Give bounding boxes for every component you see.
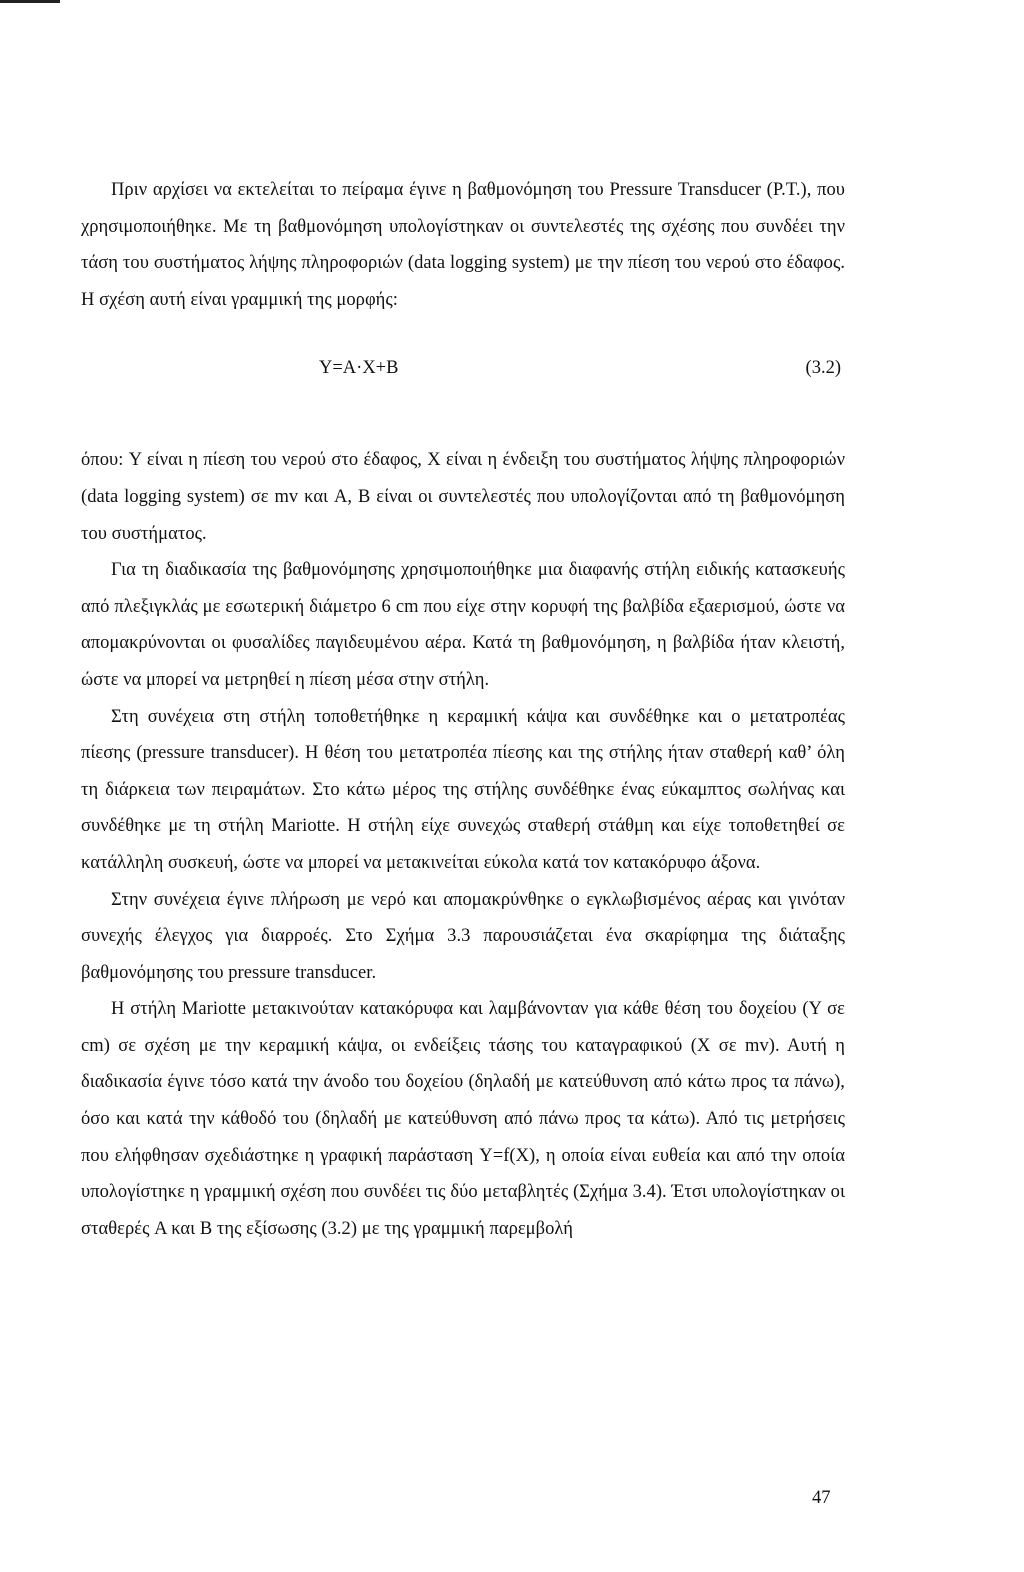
page-body bbox=[81, 172, 845, 1247]
equation-number: (3.2) bbox=[805, 358, 841, 379]
paragraph-calibration-intro: Πριν αρχίσει να εκτελείται το πείραμα έγινε η βαθμονόμηση του Pressure Transducer (P.T.), που χρησιμοποιήθηκε. Με τη βαθμονόμηση υπολογίστηκαν οι συντελεστές της σχέσης που συνδέει την τάση του συστήματος λήψης πληροφοριών (data logging system) με την πίεση του νερού στο έδαφος. Η σχέση αυτή είναι γραμμική της μορφής: bbox=[81, 180, 845, 310]
equation-block bbox=[81, 344, 845, 408]
paragraph-variable-definitions: όπου: Y είναι η πίεση του νερού στο έδαφος, X είναι η ένδειξη του συστήματος λήψης πληροφοριών (data logging system) σε mv και A, B είναι οι συντελεστές που υπολογίζονται από τη βαθμονόμηση του συστήματος. bbox=[81, 450, 845, 544]
scan-edge-mark bbox=[0, 0, 60, 3]
paragraph-transducer-setup: Στη συνέχεια στη στήλη τοποθετήθηκε η κεραμική κάψα και συνδέθηκε και ο μετατροπέας πίεσης (pressure transducer). Η θέση του μετατροπέα πίεσης και της στήλης ήταν σταθερή καθ’ όλη τη διάρκεια των πειραμάτων. Στο κάτω μέρος της στήλης συνδέθηκε ένας εύκαμπτος σωλήνας και συνδέθηκε με τη στήλη Mariotte. Η στήλη είχε συνεχώς σταθερή στάθμη και είχε τοποθετηθεί σε κατάλληλη συσκευή, ώστε να μπορεί να μετακινείται εύκολα κατά τον κατακόρυφο άξονα. bbox=[81, 706, 845, 873]
paragraph-measurements: Η στήλη Mariotte μετακινούταν κατακόρυφα και λαμβάνονταν για κάθε θέση του δοχείου (Y σε cm) σε σχέση με την κεραμική κάψα, οι ενδείξεις τάσης του καταγραφικού (X σε mv). Αυτή η διαδικασία έγινε τόσο κατά την άνοδο του δοχείου (δηλαδή με κατεύθυνση από κάτω προς τα πάνω), όσο και κατά την κάθοδό του (δηλαδή με κατεύθυνση από πάνω προς τα κάτω). Από τις μετρήσεις που ελήφθησαν σχεδιάστηκε η γραφική παράσταση Y=f(X), η οποία είναι ευθεία και από την οποία υπολογίστηκε η γραμμική σχέση που συνδέει τις δύο μεταβλητές (Σχήμα 3.4). Έτσι υπολογίστηκαν οι σταθερές A και B της εξίσωσης (3.2) με της γραμμική παρεμβολή bbox=[81, 999, 845, 1239]
equation-formula: Y=A·X+B bbox=[319, 358, 399, 379]
paragraph-calibration-column: Για τη διαδικασία της βαθμονόμησης χρησιμοποιήθηκε μια διαφανής στήλη ειδικής κατασκευής από πλεξιγκλάς με εσωτερική διάμετρο 6 cm που είχε στην κορυφή της βαλβίδα εξαερισμού, ώστε να απομακρύνονται οι φυσαλίδες παγιδευμένου αέρα. Κατά τη βαθμονόμηση, η βαλβίδα ήταν κλειστή, ώστε να μπορεί να μετρηθεί η πίεση μέσα στην στήλη. bbox=[81, 560, 845, 690]
page-number: 47 bbox=[812, 1488, 831, 1508]
paragraph-filling: Στην συνέχεια έγινε πλήρωση με νερό και απομακρύνθηκε ο εγκλωβισμένος αέρας και γινόταν συνεχής έλεγχος για διαρροές. Στο Σχήμα 3.3 παρουσιάζεται ένα σκαρίφημα της διάταξης βαθμονόμησης του pressure transducer. bbox=[81, 889, 845, 983]
